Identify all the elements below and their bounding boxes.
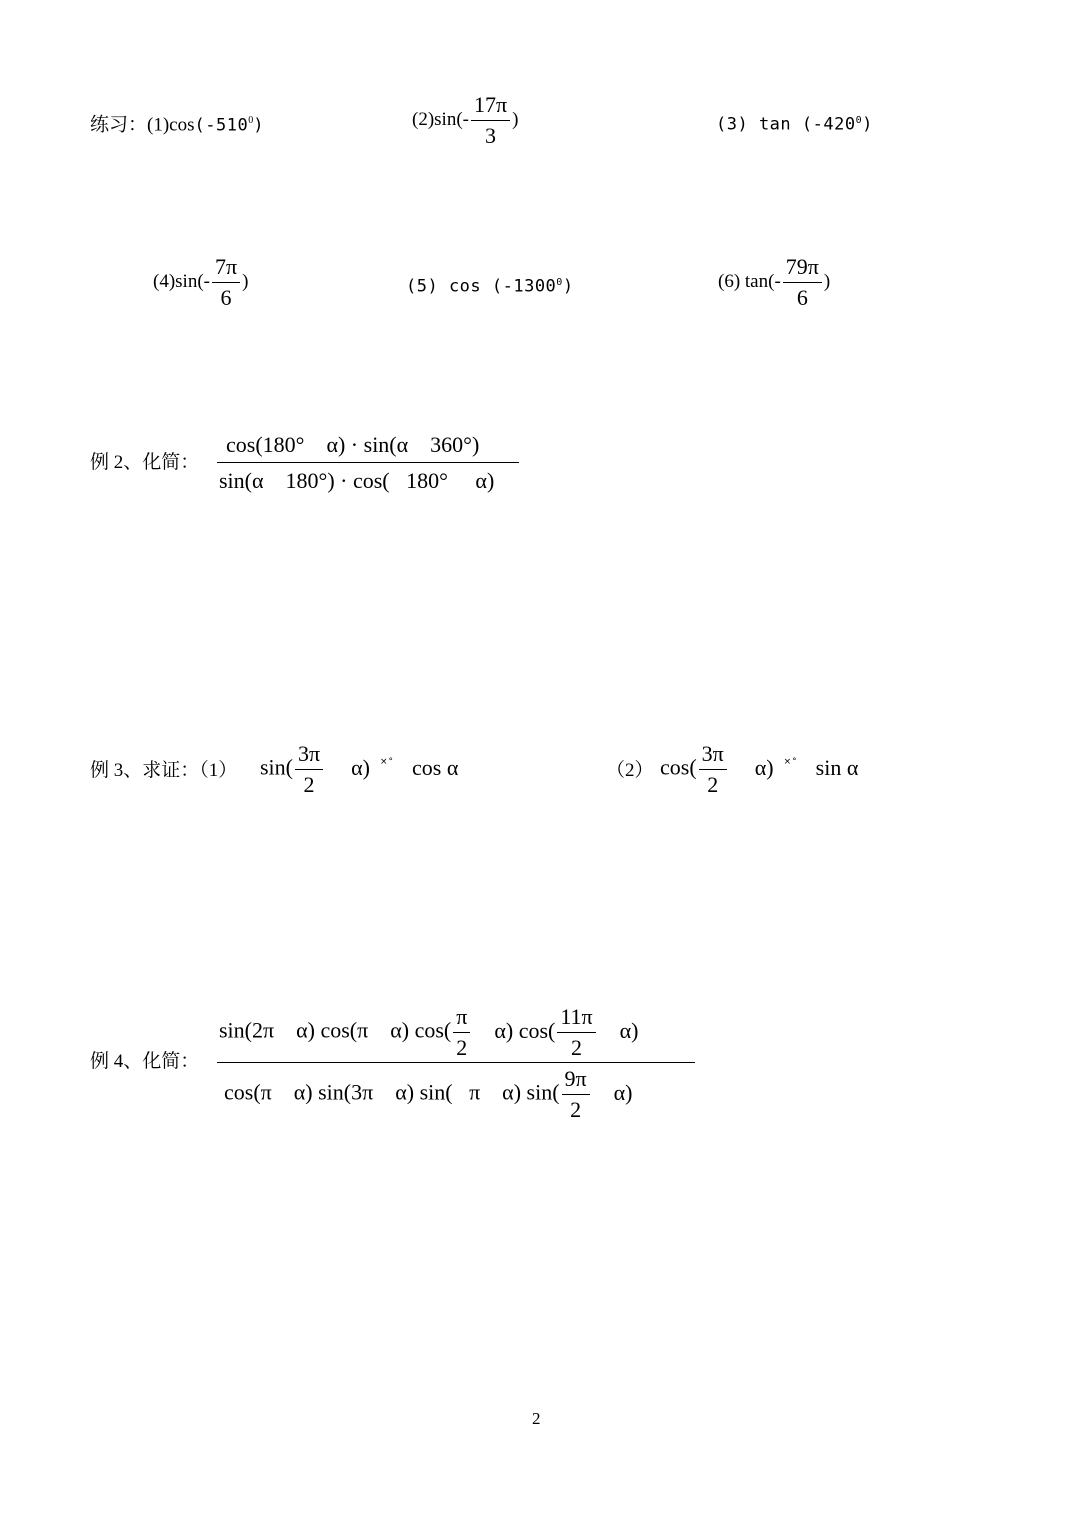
exercise-3 bbox=[716, 110, 873, 136]
exercise-1-close: ) bbox=[253, 115, 264, 136]
fraction-numerator: 17π bbox=[473, 92, 508, 117]
example-3-2-alpha: α) bbox=[754, 754, 774, 780]
degree-superscript: 0 bbox=[556, 277, 563, 288]
example-2-denominator: sin(α 180°) · cos( 180° α) bbox=[219, 468, 495, 493]
fraction-numerator: 9π bbox=[564, 1066, 587, 1091]
exercise-4 bbox=[153, 254, 248, 311]
example-4-fraction-bar bbox=[217, 1062, 695, 1063]
fraction-denominator: 2 bbox=[456, 1035, 468, 1060]
example-2-fraction-bar bbox=[217, 462, 519, 463]
fraction-numerator: 7π bbox=[214, 254, 238, 279]
example-4-num-fraction-2 bbox=[557, 1004, 595, 1061]
example-3-2-label: （2） bbox=[606, 760, 654, 781]
example-4-numerator bbox=[219, 1004, 639, 1061]
exercise-6 bbox=[718, 254, 830, 311]
example-4-den-fraction bbox=[562, 1066, 590, 1123]
example-4-num-fraction-1 bbox=[453, 1004, 470, 1061]
example-3-2-fraction bbox=[699, 741, 727, 798]
exercise-1-fn: (1)cos bbox=[147, 114, 195, 136]
exercise-4-close: ) bbox=[242, 270, 249, 292]
example-4-num-part-c: α) bbox=[619, 1017, 639, 1043]
fraction-numerator: π bbox=[456, 1004, 468, 1029]
fraction-denominator: 6 bbox=[796, 285, 808, 310]
fraction-denominator: 2 bbox=[570, 1097, 582, 1122]
degree-superscript: 0 bbox=[248, 115, 254, 126]
equals-glyph: ×° bbox=[379, 756, 395, 767]
exercise-5 bbox=[406, 272, 574, 298]
equals-glyph: ×° bbox=[783, 756, 798, 767]
example-3-2-fn: cos( bbox=[660, 754, 697, 780]
exercise-2-fraction bbox=[471, 92, 510, 149]
example-4-den-part-a: cos(π α) sin(3π α) sin( π α) sin( bbox=[224, 1079, 560, 1105]
fraction-denominator: 2 bbox=[571, 1035, 582, 1060]
example-2-label: 例 2、化简： bbox=[90, 452, 200, 473]
example-3-1-rhs: cos α bbox=[412, 754, 459, 780]
exercise-3-close: ) bbox=[862, 114, 873, 135]
exercise-2-close: ) bbox=[512, 108, 519, 130]
fraction-denominator: 2 bbox=[303, 772, 315, 797]
example-3-label: 例 3、求证：（1） bbox=[90, 760, 238, 781]
example-4-denominator bbox=[224, 1066, 633, 1123]
fraction-denominator: 6 bbox=[220, 285, 232, 310]
example-3-1-fraction bbox=[295, 741, 323, 798]
fraction-numerator: 79π bbox=[785, 254, 819, 279]
example-2-numerator: cos(180° α) · sin(α 360°) bbox=[226, 432, 480, 457]
degree-superscript: 0 bbox=[855, 115, 863, 126]
fraction-numerator: 3π bbox=[298, 741, 321, 766]
example-3-part-2 bbox=[660, 741, 858, 798]
exercise-row-1 bbox=[90, 110, 264, 136]
example-3-1-fn: sin( bbox=[260, 754, 293, 780]
exercise-4-fn: (4)sin(- bbox=[153, 270, 210, 292]
page-number: 2 bbox=[532, 1409, 541, 1428]
fraction-numerator: 3π bbox=[701, 741, 724, 766]
exercise-6-fn: (6) tan(- bbox=[718, 270, 781, 292]
example-3-2-rhs: sin α bbox=[815, 754, 859, 780]
exercise-2 bbox=[412, 92, 518, 149]
exercise-3-text: (3) tan (-420 bbox=[716, 114, 856, 135]
exercise-5-close: ) bbox=[562, 276, 574, 297]
fraction-numerator: 11π bbox=[560, 1004, 593, 1029]
example-3-1-alpha: α) bbox=[351, 754, 370, 780]
example-4-label: 例 4、化简： bbox=[90, 1051, 200, 1072]
example-3-part-1 bbox=[260, 741, 458, 798]
example-4-num-part-a: sin(2π α) cos(π α) cos( bbox=[219, 1017, 452, 1043]
fraction-denominator: 2 bbox=[707, 772, 719, 797]
example-4-num-part-b: α) cos( bbox=[494, 1017, 556, 1043]
exercise-5-text: (5) cos (-1300 bbox=[406, 276, 557, 297]
exercise-6-close: ) bbox=[823, 270, 831, 292]
exercise-lead: 练习： bbox=[90, 114, 148, 136]
exercise-4-fraction bbox=[212, 254, 240, 311]
exercise-2-fn: (2)sin(- bbox=[412, 108, 469, 130]
example-4-den-part-b: α) bbox=[613, 1079, 633, 1105]
exercise-6-fraction bbox=[783, 254, 822, 311]
exercise-1-arg: (-510 bbox=[194, 115, 249, 136]
fraction-denominator: 3 bbox=[485, 123, 497, 148]
